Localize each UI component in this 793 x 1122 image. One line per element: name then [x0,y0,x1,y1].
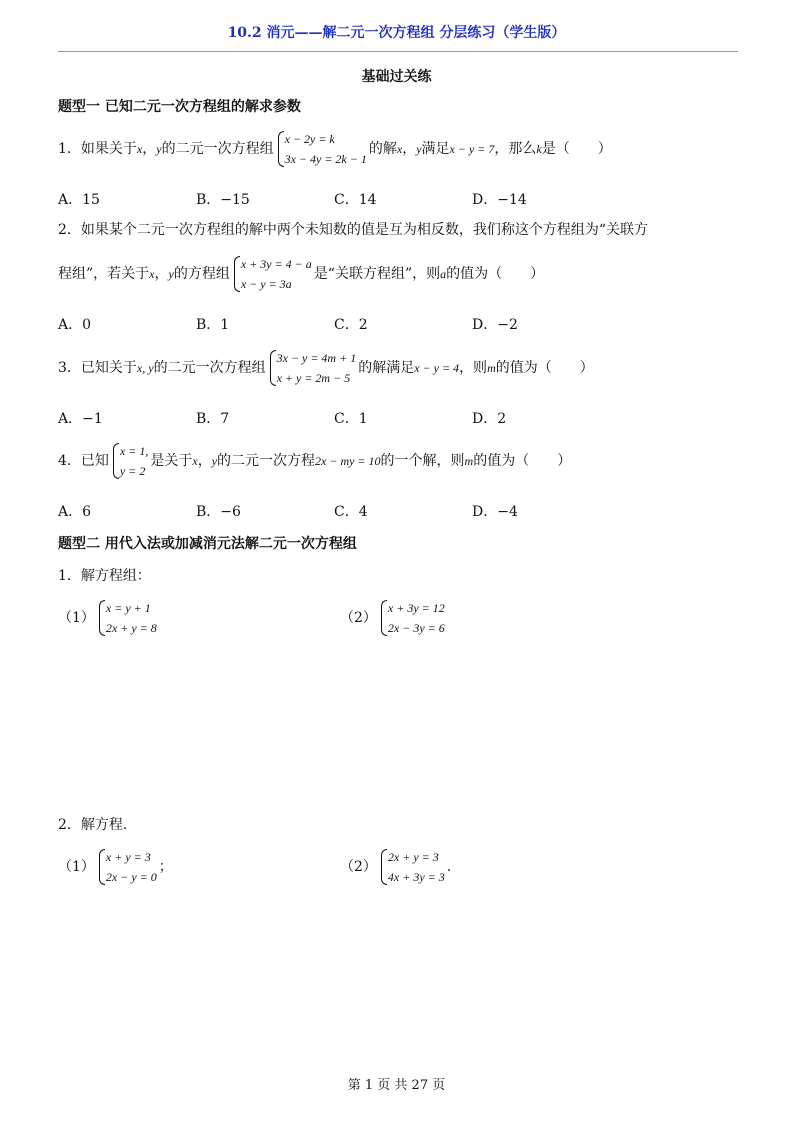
q2-text-b: 是“关联方程组”，则 [313,266,441,282]
q2-var-a: a [440,267,447,281]
q2-suffix: 的值为（ ） [446,266,545,282]
q1-eq1: x − 2y = k [284,132,335,146]
question-4 [58,441,571,481]
q1-var-x: x [136,142,143,156]
q3-suffix: 的值为（ ） [495,360,594,376]
q3-prefix: 3．已知关于 [58,360,137,376]
p2a-label: （1） [58,859,95,875]
q1-sep2: ， [402,141,417,157]
q1-var-y2: y [416,142,422,156]
q3-equation-system [268,348,357,388]
p1b-eq1: x + 3y = 12 [387,601,445,615]
p1a-eq2: 2x + y = 8 [105,621,157,635]
q3-text-c: ，则 [459,360,488,376]
q3-text-b: 的解满足 [358,360,415,376]
page-header-title: 10.2 消元——解二元一次方程组 分层练习（学生版） [227,25,566,41]
q4-var-y: y [211,454,218,468]
question-3 [58,348,594,388]
q1-option-d: D．−14 [472,192,527,208]
p2a-eq1: x + y = 3 [105,850,151,864]
header-divider [58,51,738,52]
q2-prefix: 程组”，若关于 [58,266,150,282]
p1a-eq1: x = y + 1 [105,601,151,615]
q1-text-b: 的解 [368,141,397,157]
question-2-line-2 [58,254,544,294]
p2b-label: （2） [340,859,377,875]
q2-option-d: D．−2 [472,317,518,333]
p2a-equation-system [97,847,157,887]
q2-var-y: y [168,267,174,281]
p2b-eq1: 2x + y = 3 [387,850,439,864]
q4-eq1: x = 1, [119,444,149,458]
q2-equation-system [232,254,312,294]
section-1-title: 题型一 已知二元一次方程组的解求参数 [58,99,301,115]
q4-equation: 2x − my = 10 [315,454,381,468]
q1-var-y: y [156,142,162,156]
p2b-eq2: 4x + 3y = 3 [387,870,445,884]
problem-2-label: 2．解方程. [58,817,128,833]
q2-eq1: x + 3y = 4 − a [240,257,312,271]
problem-1-label: 1．解方程组： [58,568,151,584]
q4-prefix: 4．已知 [58,453,109,469]
q1-prefix: 1．如果关于 [58,141,137,157]
q4-sep: ， [197,453,212,469]
q1-text-d: ，那么 [494,141,537,157]
level-title: 基础过关练 [361,69,432,85]
q1-sep: ， [142,141,157,157]
p1b-eq2: 2x − 3y = 6 [387,621,445,635]
q2-option-b: B．1 [196,317,230,333]
q2-option-a: A．0 [58,317,92,333]
q3-eq1: 3x − y = 4m + 1 [276,351,357,365]
p2a-eq2: 2x − y = 0 [105,870,157,884]
q1-option-b: B．−15 [196,192,250,208]
q4-solution-system [111,441,148,481]
q3-eq2: x + y = 2m − 5 [276,371,351,385]
q3-option-a: A．−1 [58,411,103,427]
page-footer: 第 1 页 共 27 页 [347,1078,446,1093]
q4-option-c: C．4 [334,504,368,520]
problem-1-part-2 [340,598,447,638]
section-2-title: 题型二 用代入法或加减消元法解二元一次方程组 [58,536,357,552]
q3-option-b: B．7 [196,411,230,427]
p1b-label: （2） [340,610,377,626]
q4-var-m: m [464,454,474,468]
p1b-equation-system [379,598,445,638]
problem-1-part-1 [58,598,159,638]
q1-eq2: 3x − 4y = 2k − 1 [284,152,367,166]
q1-text-c: 满足 [421,141,450,157]
q4-option-b: B．−6 [196,504,241,520]
q3-option-c: C．1 [334,411,368,427]
problem-2-part-2 [340,847,451,887]
q1-var-x2: x [396,142,403,156]
q4-suffix: 的值为（ ） [473,453,572,469]
q3-text-a: 的二元一次方程组 [153,360,266,376]
q3-vars: x, y [136,361,154,375]
q4-var-x: x [192,454,198,468]
q2-eq2: x − y = 3a [240,277,292,291]
q4-text-b: 的二元一次方程 [217,453,316,469]
q2-sep: ， [154,266,169,282]
q2-var-x: x [149,267,155,281]
q1-option-a: A．15 [58,192,100,208]
p1a-label: （1） [58,610,95,626]
q1-equation-system [276,129,367,169]
q4-text-c: 的一个解，则 [380,453,465,469]
p2b-equation-system [379,847,445,887]
q1-option-c: C．14 [334,192,377,208]
p2a-end: ； [158,859,173,875]
q1-text-a: 的二元一次方程组 [161,141,274,157]
p2b-end: . [446,859,452,875]
q4-option-d: D．−4 [472,504,518,520]
q2-text-a: 的方程组 [173,266,230,282]
q4-option-a: A．6 [58,504,92,520]
p1a-equation-system [97,598,157,638]
q2-option-c: C．2 [334,317,368,333]
q1-suffix: 是（ ） [541,141,612,157]
q1-condition: x − y = 7 [449,142,495,156]
problem-2-part-1 [58,847,173,887]
question-1 [58,129,612,169]
q4-eq2: y = 2 [119,464,146,478]
question-2-line-1: 2．如果某个二元一次方程组的解中两个未知数的值是互为相反数，我们称这个方程组为“关联方 [58,222,649,238]
q1-var-k: k [536,142,542,156]
q3-var-m: m [487,361,496,375]
q4-text-a: 是关于 [150,453,193,469]
q3-condition: x − y = 4 [414,361,460,375]
q3-option-d: D．2 [472,411,507,427]
